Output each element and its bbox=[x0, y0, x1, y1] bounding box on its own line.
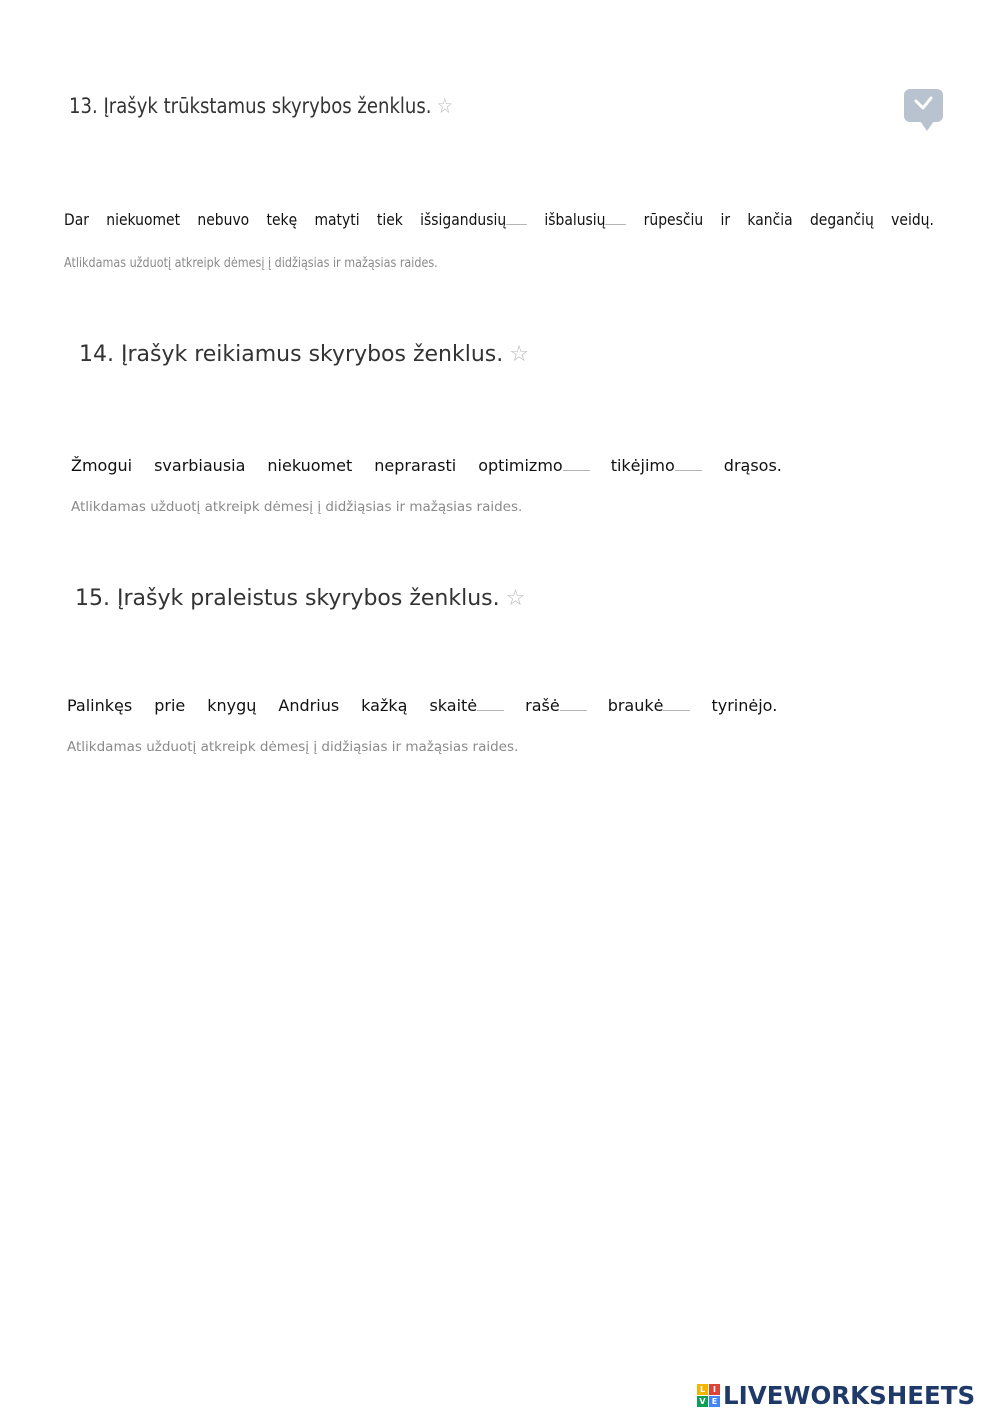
sentence bbox=[67, 690, 777, 715]
word: skaitė bbox=[429, 696, 478, 715]
logo-mark-letter: E bbox=[709, 1396, 720, 1407]
question-title: 13. Įrašyk trūkstamus skyrybos ženklus. ☆ bbox=[69, 94, 453, 118]
check-icon bbox=[914, 96, 933, 112]
question-title: 14. Įrašyk reikiamus skyrybos ženklus. ☆ bbox=[79, 342, 529, 367]
word: kažką bbox=[361, 696, 408, 715]
word: kančia bbox=[747, 210, 793, 229]
word: tekę bbox=[266, 210, 298, 229]
word: Dar bbox=[64, 210, 89, 229]
punctuation-input[interactable] bbox=[477, 690, 504, 711]
word: nebuvo bbox=[197, 210, 250, 229]
word: matyti bbox=[314, 210, 360, 229]
hint-text: Atlikdamas užduotį atkreipk dėmesį į didžiąsias ir mažąsias raides. bbox=[64, 256, 438, 271]
punctuation-input[interactable] bbox=[663, 690, 690, 711]
sentence bbox=[64, 204, 934, 229]
word: degančių bbox=[809, 210, 874, 229]
word: rūpesčiu bbox=[643, 210, 704, 229]
word: niekuomet bbox=[106, 210, 181, 229]
logo-mark-letter: I bbox=[709, 1384, 720, 1395]
word: Žmogui bbox=[71, 456, 133, 475]
word: knygų bbox=[207, 696, 257, 715]
word: optimizmo bbox=[478, 456, 563, 475]
logo-mark-icon bbox=[697, 1384, 720, 1407]
word-with-blank: išsigandusių bbox=[420, 204, 527, 229]
word: Palinkęs bbox=[67, 696, 133, 715]
punctuation-input[interactable] bbox=[563, 450, 590, 471]
punctuation-input[interactable] bbox=[675, 450, 702, 471]
hint-text: Atlikdamas užduotį atkreipk dėmesį į didžiąsias ir mažąsias raides. bbox=[67, 739, 519, 755]
word: niekuomet bbox=[267, 456, 353, 475]
word: ir bbox=[720, 210, 731, 229]
hint-text: Atlikdamas užduotį atkreipk dėmesį į didžiąsias ir mažąsias raides. bbox=[71, 499, 523, 515]
liveworksheets-logo bbox=[697, 1380, 980, 1410]
punctuation-input[interactable] bbox=[560, 690, 587, 711]
word: rašė bbox=[525, 696, 560, 715]
word: drąsos. bbox=[723, 456, 782, 475]
star-icon[interactable]: ☆ bbox=[505, 586, 526, 611]
word-with-blank: išbalusių bbox=[544, 204, 626, 229]
word: veidų. bbox=[891, 210, 934, 229]
star-icon[interactable]: ☆ bbox=[509, 342, 529, 367]
logo-mark-letter: V bbox=[697, 1396, 708, 1407]
check-answers-button[interactable] bbox=[904, 89, 943, 122]
question-title: 15. Įrašyk praleistus skyrybos ženklus. ☆ bbox=[75, 586, 526, 611]
word: tikėjimo bbox=[610, 456, 675, 475]
punctuation-input[interactable] bbox=[605, 204, 626, 225]
word: neprarasti bbox=[374, 456, 457, 475]
sentence bbox=[71, 450, 782, 475]
logo-text: LIVEWORKSHEETS bbox=[723, 1380, 976, 1410]
star-icon[interactable]: ☆ bbox=[436, 94, 453, 118]
word: svarbiausia bbox=[154, 456, 246, 475]
word: prie bbox=[154, 696, 186, 715]
logo-mark-letter: L bbox=[697, 1384, 708, 1395]
word: tyrinėjo. bbox=[711, 696, 778, 715]
word: tiek bbox=[376, 210, 403, 229]
word: Andrius bbox=[278, 696, 340, 715]
word: braukė bbox=[607, 696, 664, 715]
punctuation-input[interactable] bbox=[506, 204, 527, 225]
